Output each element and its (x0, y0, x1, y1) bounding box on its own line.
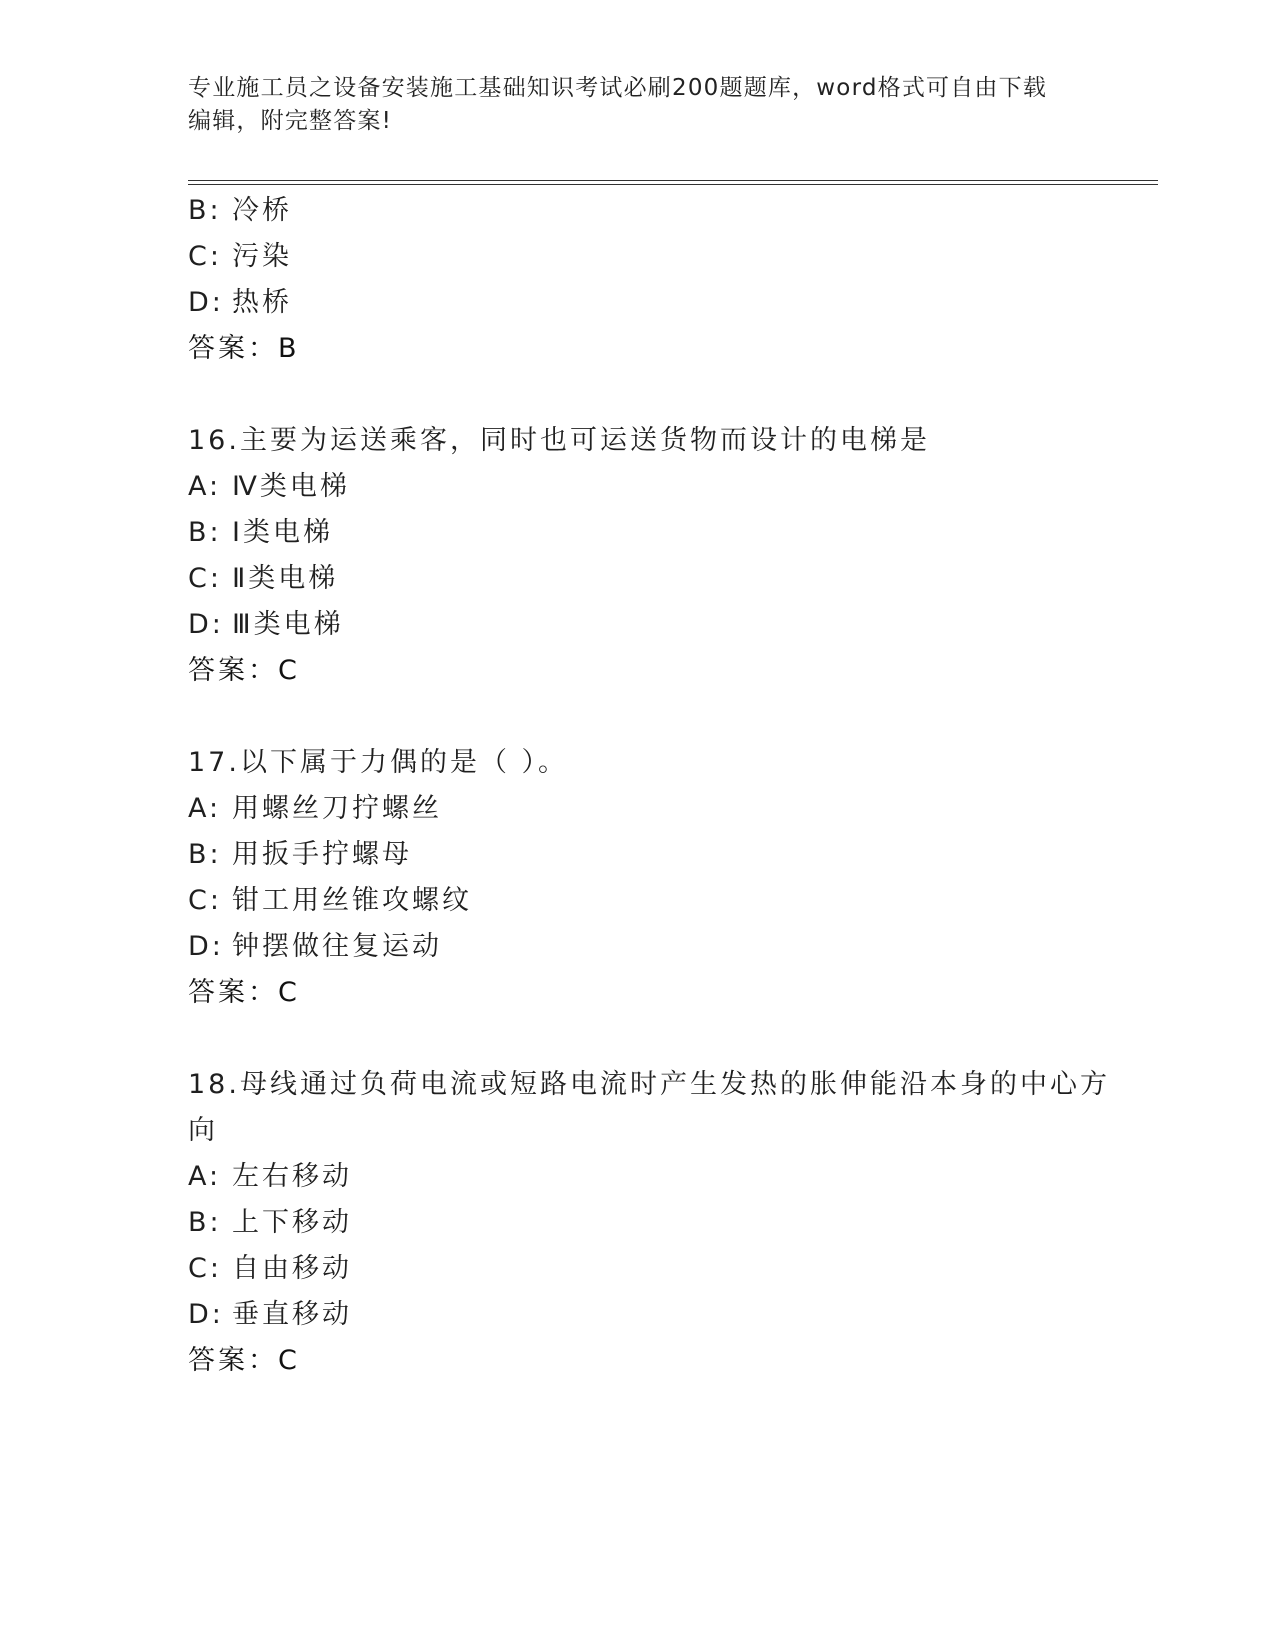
question-spacer (188, 1016, 1148, 1062)
option-text: 用扳手拧螺母 (232, 839, 412, 870)
option-text: 钳工用丝锥攻螺纹 (232, 885, 472, 916)
option-text: 垂直移动 (232, 1299, 352, 1330)
question-list (188, 188, 1148, 1384)
question-stem-line-1: 18.母线通过负荷电流或短路电流时产生发热的胀伸能沿本身的中心方 (188, 1069, 1110, 1100)
option-label: C: (188, 885, 222, 916)
option-label: A: (188, 793, 222, 824)
question-15-partial (188, 188, 1148, 372)
answer-line: 答案：B (188, 333, 300, 364)
option-label: B: (188, 1207, 222, 1238)
option-text: Ⅲ类电梯 (232, 609, 344, 640)
option-text: Ⅱ类电梯 (232, 563, 339, 594)
option-d (188, 602, 1148, 648)
option-label: B: (188, 517, 222, 548)
option-b (188, 832, 1148, 878)
question-stem: 16.主要为运送乘客，同时也可运送货物而设计的电梯是 (188, 425, 930, 456)
option-b (188, 1200, 1148, 1246)
option-text: 冷桥 (232, 195, 292, 226)
option-label: D: (188, 931, 224, 962)
option-b (188, 188, 1148, 234)
question-stem: 17.以下属于力偶的是（ ）。 (188, 747, 569, 778)
option-label: B: (188, 839, 222, 870)
question-18 (188, 1062, 1148, 1384)
option-label: D: (188, 609, 224, 640)
option-text: Ⅰ类电梯 (232, 517, 333, 548)
option-label: C: (188, 241, 222, 272)
answer-line: 答案：C (188, 655, 300, 686)
option-text: 自由移动 (232, 1253, 352, 1284)
option-d (188, 1292, 1148, 1338)
question-spacer (188, 694, 1148, 740)
question-stem-line-2: 向 (188, 1115, 218, 1146)
option-label: A: (188, 1161, 222, 1192)
header-line-2: 编辑，附完整答案! (188, 108, 393, 134)
option-label: C: (188, 563, 222, 594)
option-label: D: (188, 287, 224, 318)
option-label: D: (188, 1299, 224, 1330)
option-label: B: (188, 195, 222, 226)
option-text: 热桥 (232, 287, 292, 318)
option-text: 用螺丝刀拧螺丝 (232, 793, 442, 824)
option-text: 污染 (232, 241, 292, 272)
option-b (188, 510, 1148, 556)
question-16 (188, 418, 1148, 694)
option-d (188, 924, 1148, 970)
option-d (188, 280, 1148, 326)
option-a (188, 1154, 1148, 1200)
answer-line: 答案：C (188, 1345, 300, 1376)
option-label: A: (188, 471, 222, 502)
header-line-1: 专业施工员之设备安装施工基础知识考试必刷200题题库，word格式可自由下载 (188, 75, 1048, 101)
option-a (188, 786, 1148, 832)
option-c (188, 556, 1148, 602)
question-spacer (188, 372, 1148, 418)
option-text: 钟摆做往复运动 (232, 931, 442, 962)
option-c (188, 878, 1148, 924)
answer-line: 答案：C (188, 977, 300, 1008)
option-text: 左右移动 (232, 1161, 352, 1192)
option-text: Ⅳ类电梯 (232, 471, 350, 502)
option-a (188, 464, 1148, 510)
option-text: 上下移动 (232, 1207, 352, 1238)
option-label: C: (188, 1253, 222, 1284)
option-c (188, 234, 1148, 280)
option-c (188, 1246, 1148, 1292)
header-divider-top (188, 180, 1158, 181)
question-17 (188, 740, 1148, 1016)
header-divider-bottom (188, 184, 1158, 185)
document-header (188, 72, 1088, 138)
